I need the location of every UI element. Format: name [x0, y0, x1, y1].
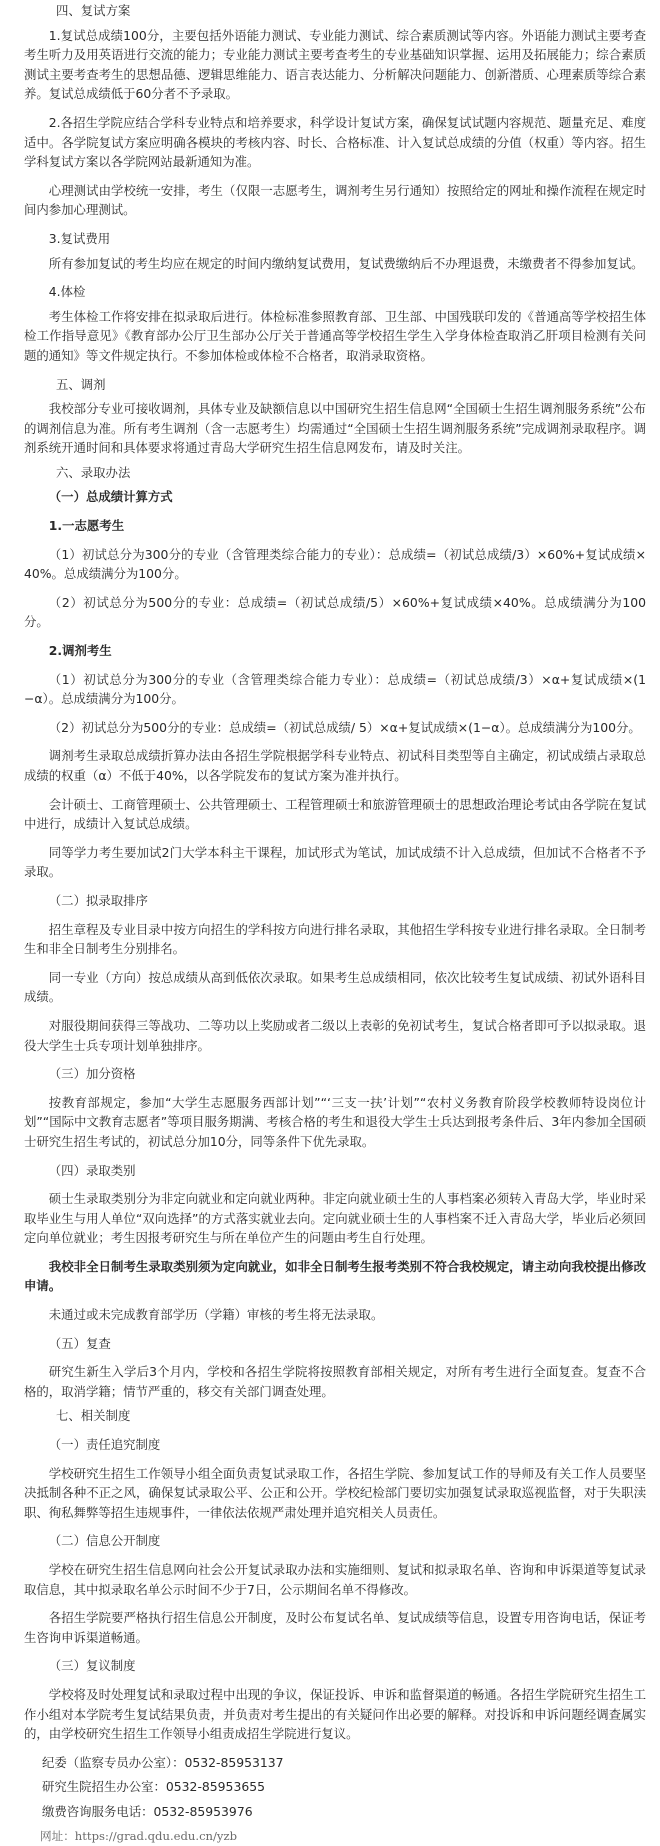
bonus-paragraph: 按教育部规定，参加“大学生志愿服务西部计划”“‘三支一扶’计划”“农村义务教育阶段学校教师特设岗位计划”“国际中文教育志愿者”等项目服务期满、考核合格的考生和退役大学生士兵达到报考条件后、3年内参加全国硕士研究生招生考试的，初试总分加10分，同等条件下优先录取。 — [24, 1094, 646, 1149]
politics-exam-paragraph: 会计硕士、工商管理硕士、公共管理硕士、工程管理硕士和旅游管理硕士的思想政治理论考试由各学院在复试中进行，成绩计入复试总成绩。 — [24, 796, 646, 832]
retest-fee-paragraph: 所有参加复试的考生均应在规定的时间内缴纳复试费用，复试费缴纳后不办理退费，未缴费者不得参加复试。 — [48, 255, 644, 271]
accountability-paragraph: 学校研究生招生工作领导小组全面负责复试录取工作，各招生学院、参加复试工作的导师及有关工作人员要坚决抵制各种不正之风，确保复试录取公平、公正和公开。学校纪检部门要切实加强复试录取巡视监督，对于失职渎职、徇私舞弊等招生违规事件，一律依法依规严肃处理并追究相关人员责任。 — [24, 1465, 646, 1520]
disclosure-heading: （二）信息公开制度 — [48, 1533, 161, 1549]
section-4-heading: 四、复试方案 — [56, 3, 131, 18]
disclosure-paragraph-2: 各招生学院要严格执行招生信息公开制度，及时公布复试名单、复试成绩等信息，设置专用咨询电话，保证考生咨询申诉渠道畅通。 — [24, 1610, 646, 1645]
ranking-paragraph-2: 同一专业（方向）按总成绩从高到低依次录取。如果考生总成绩相同，依次比较考生复试成绩、初试外语科目成绩。 — [24, 969, 646, 1005]
adjusted-heading: 2.调剂考生 — [48, 643, 112, 659]
section-7-heading: 七、相关制度 — [56, 1408, 131, 1424]
website-footer: 网址：https://grad.qdu.edu.cn/yzb — [40, 1828, 238, 1843]
category-heading: （四）录取类别 — [48, 1162, 136, 1178]
ranking-paragraph-1: 招生章程及专业目录中按方向招生的学科按方向进行排名录取，其他招生学科按专业进行排名录取。全日制考生和非全日制考生分别排名。 — [24, 921, 646, 957]
retest-plan-paragraph: 2.各招生学院应结合学科专业特点和培养要求，科学设计复试方案，确保复试试题内容规范、题量充足、难度适中。各学院复试方案应明确各模块的考核内容、时长、合格标准、计入复试总成绩的分值（权重）等内容。招生学科复试方案以各学院网站最新通知为准。 — [24, 114, 646, 170]
section-6-heading: 六、录取办法 — [56, 464, 131, 480]
contact-admissions-office: 研究生院招生办公室：0532-85953655 — [42, 1779, 265, 1795]
contact-payment-hotline: 缴费咨询服务电话：0532-85953976 — [42, 1803, 253, 1819]
section-5-heading: 五、调剂 — [56, 376, 106, 392]
recheck-heading: （五）复查 — [48, 1335, 111, 1351]
equivalent-degree-paragraph: 同等学力考生要加试2门大学本科主干课程，加试形式为笔试，加试成绩不计入总成绩，但加试不合格者不予录取。 — [24, 844, 646, 880]
disclosure-paragraph-1: 学校在研究生招生信息网向社会公开复试录取办法和实施细则、复试和拟录取名单、咨询和申诉渠道等复试录取信息，其中拟录取名单公示时间不少于7日，公示期间名单不得修改。 — [24, 1562, 646, 1597]
category-paragraph-1: 硕士生录取类别分为非定向就业和定向就业两种。非定向就业硕士生的人事档案必须转入青岛大学，毕业时采取毕业生与用人单位“双向选择”的方式落实就业去向。定向就业硕士生的人事档案不迁入青岛大学，毕业后必须回定向单位就业；考生因报考研究生与所在单位产生的问题由考生自行处理。 — [24, 1191, 646, 1246]
retest-score-paragraph: 1.复试总成绩100分，主要包括外语能力测试、专业能力测试、综合素质测试等内容。外语能力测试主要考查考生听力及用英语进行交流的能力；专业能力测试主要考查考生的专业基础知识掌握、运用及拓展能力；综合素质测试主要考查考生的思想品德、逻辑思维能力、语言表达能力、分析解决问题能力、创新潜质、心理素质等综合素养。复试总成绩低于60分者不予录取。 — [24, 27, 646, 102]
adjusted-weight-paragraph: 调剂考生录取总成绩折算办法由各招生学院根据学科专业特点、初试科目类型等自主确定，初试成绩占录取总成绩的权重（α）不低于40%，以各学院发布的复试方案为准并执行。 — [24, 748, 646, 783]
review-paragraph: 学校将及时处理复试和录取过程中出现的争议，保证投诉、申诉和监督渠道的畅通。各招生学院研究生招生工作小组对本学院考生复试结果负责，并负责对考生提出的有关疑问作出必要的解释。对投诉和申诉问题经调查属实的，由学校研究生招生工作领导小组责成招生学院进行复议。 — [24, 1686, 646, 1742]
adjustment-paragraph: 我校部分专业可接收调剂，具体专业及缺额信息以中国研究生招生信息网“全国硕士生招生调剂服务系统”公布的调剂信息为准。所有考生调剂（含一志愿考生）均需通过“全国硕士生招生调剂服务系统”完成调剂录取程序。调剂系统开通时间和具体要求将通过青岛大学研究生招生信息网发布，请及时关注。 — [24, 401, 646, 456]
category-paragraph-3: 未通过或未完成教育部学历（学籍）审核的考生将无法录取。 — [48, 1307, 384, 1323]
medical-exam-heading: 4.体检 — [48, 284, 86, 300]
adjusted-300-paragraph: （1）初试总分为300分的专业（含管理类综合能力专业）：总成绩=（初试总成绩/3）×α+复试成绩×(1−α）。总成绩满分为100分。 — [24, 671, 646, 707]
first-choice-300-paragraph: （1）初试总分为300分的专业（含管理类综合能力的专业）：总成绩=（初试总成绩/3）×60%+复试成绩×40%。总成绩满分为100分。 — [24, 546, 646, 582]
accountability-heading: （一）责任追究制度 — [48, 1437, 161, 1453]
adjusted-500-paragraph: （2）初试总分为500分的专业：总成绩=（初试总成绩/ 5）×α+复试成绩×(1−α）。总成绩满分为100分。 — [48, 719, 641, 735]
contact-discipline-office: 纪委（监察专员办公室）：0532-85953137 — [42, 1754, 284, 1770]
review-heading: （三）复议制度 — [48, 1658, 136, 1674]
medical-exam-paragraph: 考生体检工作将安排在拟录取后进行。体检标准参照教育部、卫生部、中国残联印发的《普通高等学校招生体检工作指导意见》《教育部办公厅卫生部办公厅关于普通高等学校招生学生入学身体检查取消乙肝项目检测有关问题的通知》等文件规定执行。不参加体检或体检不合格者，取消录取资格。 — [24, 308, 646, 363]
bonus-heading: （三）加分资格 — [48, 1066, 136, 1082]
first-choice-500-paragraph: （2）初试总分为500分的专业：总成绩=（初试总成绩/5）×60%+复试成绩×40%。总成绩满分为100分。 — [24, 594, 646, 630]
part-time-notice: 我校非全日制考生录取类别须为定向就业，如非全日制考生报考类别不符合我校规定，请主动向我校提出修改申请。 — [24, 1258, 646, 1294]
ranking-heading: （二）拟录取排序 — [48, 892, 148, 908]
total-score-heading: （一）总成绩计算方式 — [48, 489, 173, 505]
first-choice-heading: 1.一志愿考生 — [48, 518, 125, 534]
psych-test-paragraph: 心理测试由学校统一安排，考生（仅限一志愿考生，调剂考生另行通知）按照给定的网址和操作流程在规定时间内参加心理测试。 — [24, 182, 646, 218]
ranking-paragraph-3: 对服役期间获得三等战功、二等功以上奖励或者二级以上表彰的免初试考生，复试合格者即可予以拟录取。退役大学生士兵专项计划单独排序。 — [24, 1017, 646, 1053]
retest-fee-heading: 3.复试费用 — [48, 230, 111, 246]
recheck-paragraph: 研究生新生入学后3个月内，学校和各招生学院将按照教育部相关规定，对所有考生进行全面复查。复查不合格的，取消学籍；情节严重的，移交有关部门调查处理。 — [24, 1364, 646, 1399]
